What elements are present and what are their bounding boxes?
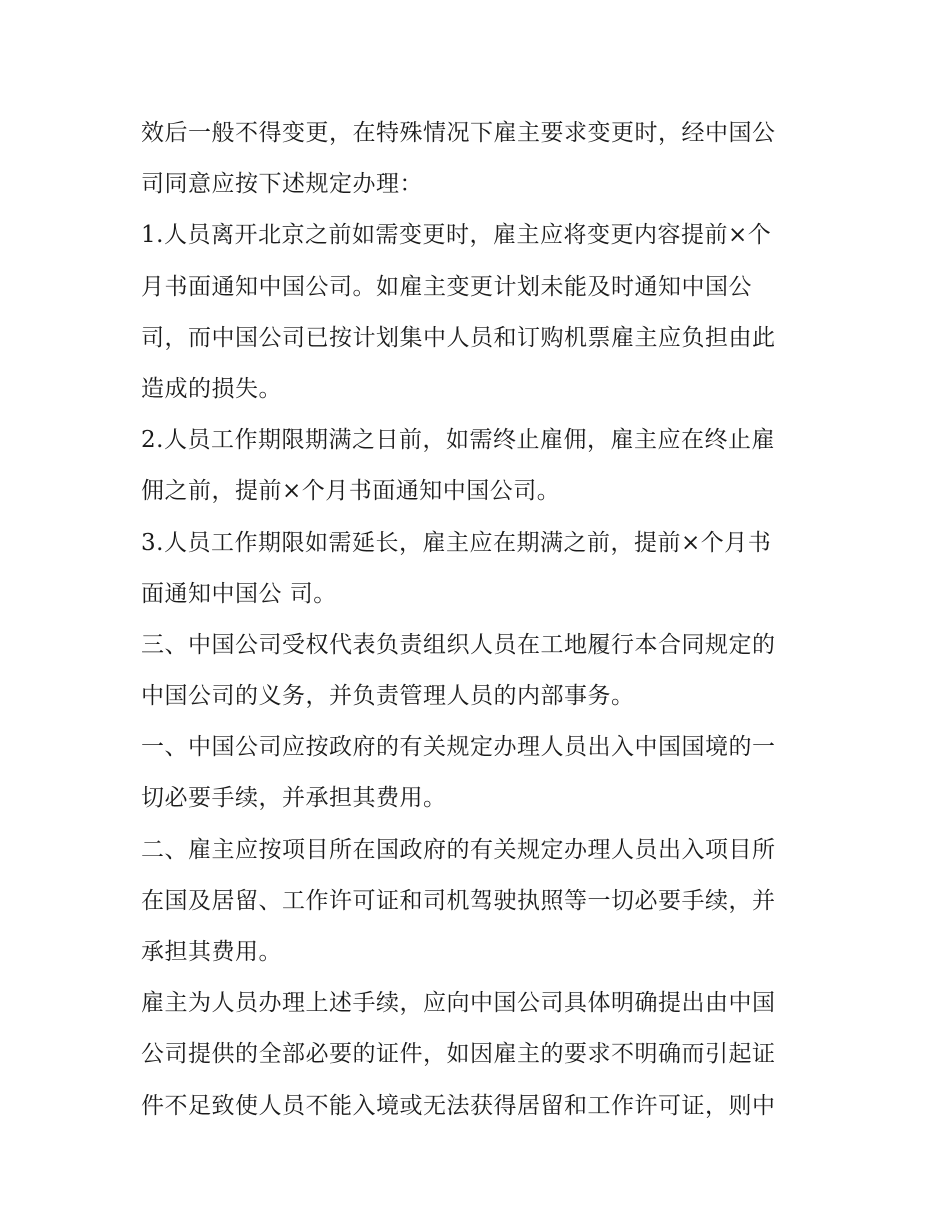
text-line: 1.人员离开北京之前如需变更时，雇主应将变更内容提前×个 [141,222,772,249]
text-line: 二、雇主应按项目所在国政府的有关规定办理人员出入项目所 [141,836,776,863]
text-line: 承担其费用。 [141,939,282,965]
document-body [141,108,821,1132]
text-line: 中国公司的义务，并负责管理人员的内部事务。 [141,683,635,710]
text-line: 司同意应按下述规定办理： [141,171,423,198]
text-line: 雇主为人员办理上述手续，应向中国公司具体明确提出由中国 [141,990,776,1017]
text-line: 件不足致使人员不能入境或无法获得居留和工作许可证，则中 [141,1092,776,1119]
text-line: 三、中国公司受权代表负责组织人员在工地履行本合同规定的 [141,631,776,658]
text-line: 佣之前，提前×个月书面通知中国公司。 [141,478,561,505]
text-line: 一、中国公司应按政府的有关规定办理人员出入中国国境的一 [141,734,776,761]
text-line: 3.人员工作期限如需延长，雇主应在期满之前，提前×个月书 [141,529,772,556]
text-line: 面通知中国公 司。 [141,580,337,607]
text-line: 效后一般不得变更，在特殊情况下雇主要求变更时，经中国公 [141,120,776,146]
text-line: 公司提供的全部必要的证件，如因雇主的要求不明确而引起证 [141,1041,776,1068]
text-line: 司，而中国公司已按计划集中人员和订购机票雇主应负担由此 [141,324,776,351]
text-line: 切必要手续，并承担其费用。 [141,785,447,812]
text-line: 造成的损失。 [141,375,282,402]
text-line: 2.人员工作期限期满之日前，如需终止雇佣，雇主应在终止雇 [141,427,775,454]
text-line: 月书面通知中国公司。如雇主变更计划未能及时通知中国公 [141,273,752,300]
text-line: 在国及居留、工作许可证和司机驾驶执照等一切必要手续，并 [141,887,776,914]
